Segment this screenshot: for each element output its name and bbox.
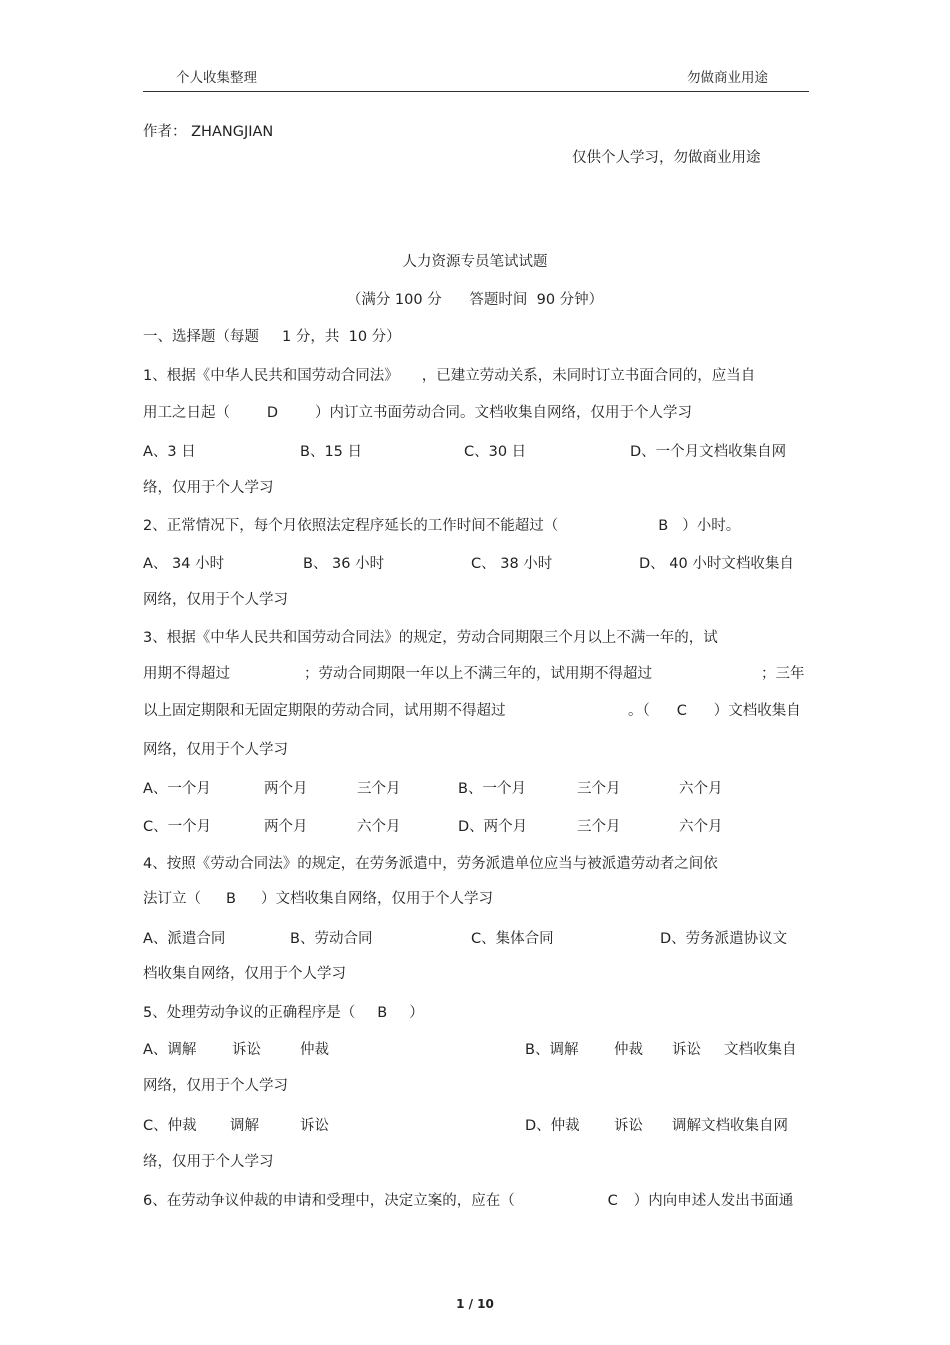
- q3-option-d-2: 三个月: [577, 819, 621, 835]
- q6-line1-pre: 6、在劳动争议仲裁的申请和受理中，决定立案的，应在（: [143, 1193, 515, 1209]
- author-line: 作者： ZHANGJIAN: [143, 124, 274, 140]
- q5-option-a-3: 仲裁: [300, 1042, 329, 1058]
- q2-continuation: 网络，仅用于个人学习: [143, 592, 288, 608]
- q1-answer: D: [266, 405, 279, 421]
- usage-notice: 仅供个人学习，勿做商业用途: [572, 150, 761, 166]
- q3-line1: 3、根据《中华人民共和国劳动合同法》的规定，劳动合同期限三个月以上不满一年的，试: [143, 630, 718, 646]
- q5-option-a-2: 诉讼: [232, 1042, 261, 1058]
- header-divider: [143, 91, 809, 92]
- q5-line1-pre: 5、处理劳动争议的正确程序是（: [143, 1005, 356, 1021]
- q4-line2: [143, 887, 493, 908]
- q4-option-c: C、集体合同: [471, 931, 554, 947]
- q4-option-a: A、派遣合同: [143, 931, 226, 947]
- q3-line3-mid: 。（: [628, 703, 650, 719]
- q3-line2a: 用期不得超过: [143, 666, 230, 682]
- q1-option-b: B、15 日: [300, 444, 363, 460]
- q3-option-b-1: B、一个月: [458, 781, 526, 797]
- q5-option-a-1: A、调解: [143, 1042, 197, 1058]
- q2-line1-post: ）小时。: [682, 518, 741, 534]
- q4-answer: B: [226, 891, 236, 907]
- q1-line1: 1、根据《中华人民共和国劳动合同法》 ，已建立劳动关系，未同时订立书面合同的，应当自: [143, 368, 756, 384]
- q2-option-d: D、 40 小时文档收集自: [639, 556, 794, 572]
- q5-option-b-3: 诉讼: [672, 1042, 701, 1058]
- q4-continuation: 档收集自网络，仅用于个人学习: [143, 966, 346, 982]
- q3-option-d-3: 六个月: [679, 819, 723, 835]
- q5-option-d-1: D、仲裁: [525, 1118, 580, 1134]
- q3-line3: [628, 699, 801, 720]
- q3-option-b-2: 三个月: [577, 781, 621, 797]
- q5-answer: B: [377, 1005, 388, 1021]
- q1-continuation: 络，仅用于个人学习: [143, 480, 274, 496]
- q6-line1: [143, 1189, 793, 1210]
- q2-option-b: B、 36 小时: [303, 556, 385, 572]
- q1-option-c: C、30 日: [464, 444, 527, 460]
- q6-line1-post: ）内向申述人发出书面通: [633, 1193, 794, 1209]
- q3-line2c: ；三年: [761, 666, 805, 682]
- q5-continuation-cd: 络，仅用于个人学习: [143, 1154, 274, 1170]
- page-number: 1 / 10: [456, 1297, 494, 1311]
- q5-option-c-3: 诉讼: [300, 1118, 329, 1134]
- q4-option-b: B、劳动合同: [290, 931, 373, 947]
- q3-option-a-1: A、一个月: [143, 781, 211, 797]
- q3-option-c-2: 两个月: [264, 819, 308, 835]
- q5-option-b-note: 文档收集自: [724, 1042, 797, 1058]
- q2-answer: B: [658, 518, 669, 534]
- q1-line2-post: ）内订立书面劳动合同。文档收集自网络，仅用于个人学习: [315, 405, 692, 421]
- q2-option-c: C、 38 小时: [471, 556, 553, 572]
- q3-option-c-3: 六个月: [357, 819, 401, 835]
- section-heading: 一、选择题（每题 1 分，共 10 分）: [143, 329, 401, 345]
- q4-line1: 4、按照《劳动合同法》的规定，在劳务派遣中，劳务派遣单位应当与被派遣劳动者之间依: [143, 856, 718, 872]
- header-left: 个人收集整理: [176, 70, 257, 86]
- q3-line3-post: ）文档收集自: [713, 703, 801, 719]
- q6-answer: C: [607, 1193, 618, 1209]
- q4-option-d: D、劳务派遣协议文: [660, 931, 788, 947]
- q3-option-d-1: D、两个月: [458, 819, 528, 835]
- q5-option-b-1: B、调解: [525, 1042, 579, 1058]
- page-title: 人力资源专员笔试试题: [402, 254, 548, 270]
- q5-continuation-ab: 网络，仅用于个人学习: [143, 1078, 288, 1094]
- q5-option-d-2: 诉讼: [614, 1118, 643, 1134]
- q5-option-c-2: 调解: [230, 1118, 259, 1134]
- q5-option-c-1: C、仲裁: [143, 1118, 197, 1134]
- q5-line1-post: ）: [409, 1005, 424, 1021]
- q3-line2b: ；劳动合同期限一年以上不满三年的，试用期不得超过: [304, 666, 652, 682]
- q1-line2: [143, 401, 692, 422]
- header-right: 勿做商业用途: [687, 70, 768, 86]
- q3-continuation: 网络，仅用于个人学习: [143, 742, 288, 758]
- q1-option-d: D、一个月文档收集自网: [630, 444, 787, 460]
- page-subtitle: （满分 100 分 答题时间 90 分钟）: [346, 292, 604, 308]
- q5-option-b-2: 仲裁: [614, 1042, 643, 1058]
- q2-line1-pre: 2、正常情况下，每个月依照法定程序延长的工作时间不能超过（: [143, 518, 559, 534]
- q5-line1: [143, 1001, 424, 1022]
- q2-line1: [143, 514, 740, 535]
- q3-answer: C: [676, 703, 687, 719]
- q2-option-a: A、 34 小时: [143, 556, 225, 572]
- q4-line2-pre: 法订立（: [143, 891, 201, 907]
- q1-line2-pre: 用工之日起（: [143, 405, 230, 421]
- q4-line2-post: ）文档收集自网络，仅用于个人学习: [261, 891, 493, 907]
- q1-option-a: A、3 日: [143, 444, 196, 460]
- q3-line3-pre: 以上固定期限和无固定期限的劳动合同，试用期不得超过: [143, 703, 506, 719]
- q3-option-b-3: 六个月: [679, 781, 723, 797]
- q3-option-a-3: 三个月: [357, 781, 401, 797]
- q5-option-d-3: 调解文档收集自网: [672, 1118, 788, 1134]
- q3-option-a-2: 两个月: [264, 781, 308, 797]
- q3-option-c-1: C、一个月: [143, 819, 212, 835]
